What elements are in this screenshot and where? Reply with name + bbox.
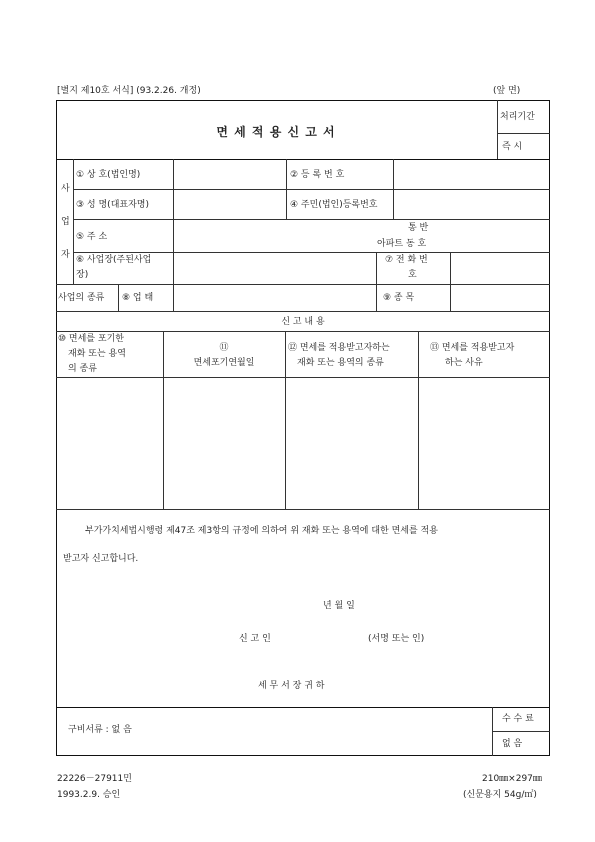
trade-name-label: ① 상 호(법인명) <box>76 170 141 180</box>
form-code: 22226－27911민 <box>57 774 132 784</box>
approval-date: 1993.2.9. 승인 <box>57 790 121 800</box>
business-item-field[interactable] <box>451 285 549 310</box>
form-title: 면 세 적 용 신 고 서 <box>216 125 336 139</box>
form-number: [별지 제10호 서식] (93.2.26. 개정) <box>57 86 201 96</box>
reporter-label: 신 고 인 <box>239 634 271 644</box>
declaration-date: 년 월 일 <box>323 601 355 611</box>
applied-goods-cell[interactable] <box>286 378 417 508</box>
business-type-label: 사업의 종류 <box>58 293 105 303</box>
col12-header-2: 재화 또는 용역의 종류 <box>297 358 384 368</box>
operator-side-label-3: 자 <box>61 250 70 260</box>
paper-type: (신문용지 54g/㎡) <box>463 790 537 800</box>
col10-header-1: ⑩ 면세를 포기한 <box>58 334 124 344</box>
exempt-goods-cell[interactable] <box>57 378 162 508</box>
paper-size: 210㎜×297㎜ <box>482 774 542 784</box>
trade-name-field[interactable] <box>174 160 285 188</box>
registration-number-field[interactable] <box>394 160 549 188</box>
processing-period-label: 처리기간 <box>500 112 535 122</box>
workplace-label-cont: 장) <box>76 270 89 280</box>
registration-number-label: ② 등 록 번 호 <box>290 170 345 180</box>
address-tong-ban: 통 반 <box>408 223 429 233</box>
declaration-line-1: 부가가치세법시행령 제47조 제3항의 규정에 의하여 위 재화 또는 용역에 대한 면세를 적용 <box>85 526 438 536</box>
fee-value: 없 음 <box>502 739 523 749</box>
col10-header-2: 재화 또는 용역 <box>68 349 126 359</box>
phone-label: ⑦ 전 화 번 <box>385 255 428 265</box>
business-item-label: ⑨ 종 목 <box>383 293 415 303</box>
processing-period-value: 즉 시 <box>502 142 523 152</box>
operator-side-label-1: 사 <box>61 184 70 194</box>
representative-name-field[interactable] <box>174 190 285 218</box>
col13-header-1: ⑬ 면세를 적용받고자 <box>430 343 515 353</box>
representative-name-label: ③ 성 명(대표자명) <box>76 200 149 210</box>
address-apartment: 아파트 동 호 <box>377 239 427 249</box>
col11-header-1: ⑪ <box>219 343 229 353</box>
business-category-field[interactable] <box>174 285 375 310</box>
exemption-reason-cell[interactable] <box>419 378 549 508</box>
address-label: ⑤ 주 소 <box>76 232 108 242</box>
declaration-line-2: 받고자 신고합니다. <box>63 554 139 564</box>
report-content-heading: 신 고 내 용 <box>281 317 325 327</box>
signature-label: (서명 또는 인) <box>368 634 425 644</box>
address-field[interactable] <box>174 220 549 251</box>
col12-header-1: ⑫ 면세를 적용받고자하는 <box>288 343 390 353</box>
business-category-label: ⑧ 업 태 <box>122 293 154 303</box>
resident-number-field[interactable] <box>394 190 549 218</box>
attachments-label: 구비서류 : 없 음 <box>68 725 132 735</box>
page-side-label: (앞 면) <box>493 86 521 96</box>
workplace-address-field[interactable] <box>174 253 375 283</box>
col11-header-2: 면세포기연월일 <box>193 358 255 368</box>
workplace-label: ⑥ 사업장(주된사업 <box>76 255 152 265</box>
addressee: 세 무 서 장 귀 하 <box>258 681 325 691</box>
operator-side-label-2: 업 <box>61 217 70 227</box>
fee-label: 수 수 료 <box>502 714 534 724</box>
col13-header-2: 하는 사유 <box>445 358 483 368</box>
resident-number-label: ④ 주민(법인)등록번호 <box>290 200 378 210</box>
col10-header-3: 의 종류 <box>68 364 97 374</box>
phone-label-cont: 호 <box>408 270 417 280</box>
phone-field[interactable] <box>451 253 549 283</box>
exemption-waiver-date-cell[interactable] <box>164 378 284 508</box>
